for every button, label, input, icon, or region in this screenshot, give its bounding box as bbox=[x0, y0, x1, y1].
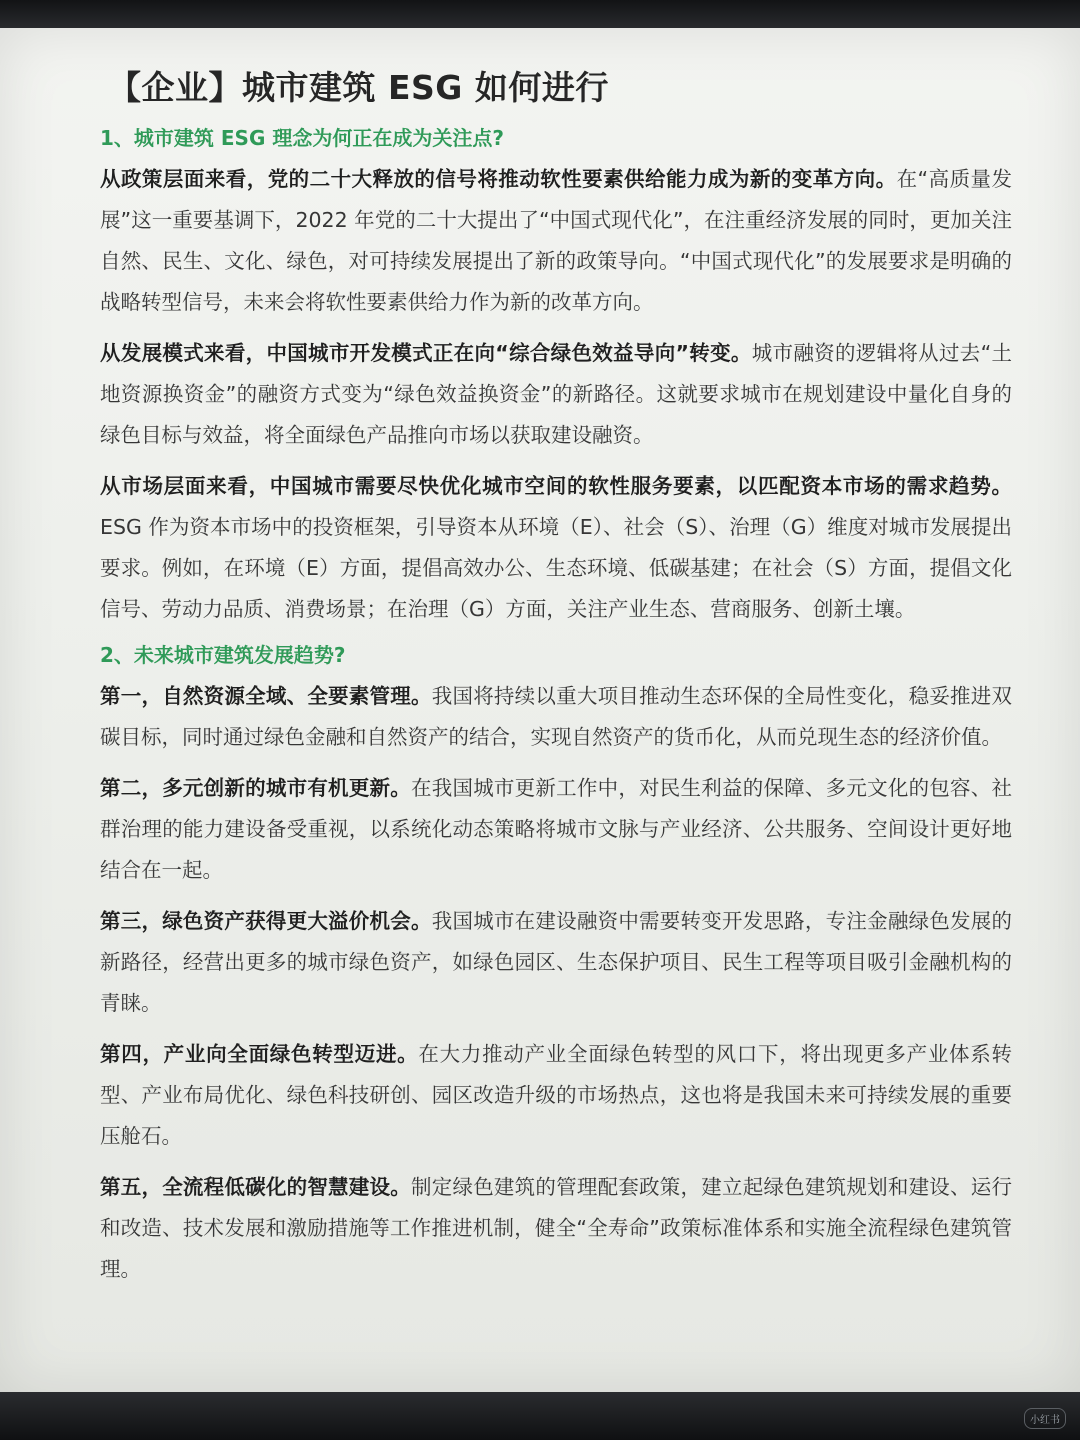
paragraph-text: ESG 作为资本市场中的投资框架，引导资本从环境（E）、社会（S）、治理（G）维度对城市发展提出要求。例如，在环境（E）方面，提倡高效办公、生态环境、低碳基建；在社会（S）方面，提倡文化信号、劳动力品质、消费场景；在治理（G）方面，关注产业生态、营商服务、创新土壤。 bbox=[100, 515, 1012, 621]
paragraph bbox=[100, 333, 1012, 456]
paragraph-lead: 从市场层面来看，中国城市需要尽快优化城市空间的软性服务要素，以匹配资本市场的需求趋势。 bbox=[100, 474, 1012, 498]
paragraph-text: 我国将持续以重大项目推动生态环保的全局性变化，稳妥推进双碳目标，同时通过绿色金融和自然资产的结合，实现自然资产的货币化，从而兑现生态的经济价值。 bbox=[100, 684, 1013, 749]
paragraph bbox=[100, 466, 1012, 630]
paragraph bbox=[100, 1034, 1012, 1157]
paragraph bbox=[100, 901, 1012, 1024]
paragraph bbox=[100, 676, 1012, 758]
section-heading: 1、城市建筑 ESG 理念为何正在成为关注点? bbox=[100, 126, 504, 150]
paragraph-text: 城市融资的逻辑将从过去“土地资源换资金”的融资方式变为“绿色效益换资金”的新路径。这就要求城市在规划建设中量化自身的绿色目标与效益，将全面绿色产品推向市场以获取建设融资。 bbox=[100, 341, 1012, 447]
paragraph-text: 在我国城市更新工作中，对民生利益的保障、多元文化的包容、社群治理的能力建设备受重视，以系统化动态策略将城市文脉与产业经济、公共服务、空间设计更好地结合在一起。 bbox=[100, 776, 1013, 882]
screen bbox=[0, 28, 1080, 1394]
section-2 bbox=[100, 640, 1012, 1290]
paragraph bbox=[100, 1167, 1012, 1290]
document-title: 【企业】城市建筑 ESG 如何进行 bbox=[108, 68, 609, 107]
monitor-bezel-bottom bbox=[0, 1392, 1080, 1440]
paragraph-lead: 第二，多元创新的城市有机更新。 bbox=[100, 776, 411, 800]
paragraph-lead: 第五，全流程低碳化的智慧建设。 bbox=[100, 1175, 411, 1199]
paragraph-lead: 第一，自然资源全域、全要素管理。 bbox=[100, 684, 432, 708]
paragraph-lead: 从发展模式来看，中国城市开发模式正在向“综合绿色效益导向”转变。 bbox=[100, 341, 752, 365]
paragraph-lead: 第三，绿色资产获得更大溢价机会。 bbox=[100, 909, 432, 933]
watermark-badge: 小红书 bbox=[1024, 1408, 1066, 1429]
paragraph-text: 在“高质量发展”这一重要基调下，2022 年党的二十大提出了“中国式现代化”，在注重经济发展的同时，更加关注自然、民生、文化、绿色，对可持续发展提出了新的政策导向。“中国式现代化”的发展要求是明确的战略转型信号，未来会将软性要素供给力作为新的改革方向。 bbox=[100, 167, 1012, 314]
paragraph-text: 在大力推动产业全面绿色转型的风口下，将出现更多产业体系转型、产业布局优化、绿色科技研创、园区改造升级的市场热点，这也将是我国未来可持续发展的重要压舱石。 bbox=[100, 1042, 1013, 1148]
paragraph bbox=[100, 159, 1012, 323]
paragraph-lead: 从政策层面来看，党的二十大释放的信号将推动软性要素供给能力成为新的变革方向。 bbox=[100, 167, 897, 191]
section-heading: 2、未来城市建筑发展趋势? bbox=[100, 643, 346, 667]
paragraph-text: 制定绿色建筑的管理配套政策，建立起绿色建筑规划和建设、运行和改造、技术发展和激励措施等工作推进机制，健全“全寿命”政策标准体系和实施全流程绿色建筑管理。 bbox=[100, 1175, 1013, 1281]
paragraph-lead: 第四，产业向全面绿色转型迈进。 bbox=[100, 1042, 419, 1066]
document-content bbox=[100, 52, 1012, 1300]
monitor-bezel-top bbox=[0, 0, 1080, 30]
section-1 bbox=[100, 123, 1012, 630]
paragraph bbox=[100, 768, 1012, 891]
paragraph-text: 我国城市在建设融资中需要转变开发思路，专注金融绿色发展的新路径，经营出更多的城市绿色资产，如绿色园区、生态保护项目、民生工程等项目吸引金融机构的青睐。 bbox=[100, 909, 1013, 1015]
